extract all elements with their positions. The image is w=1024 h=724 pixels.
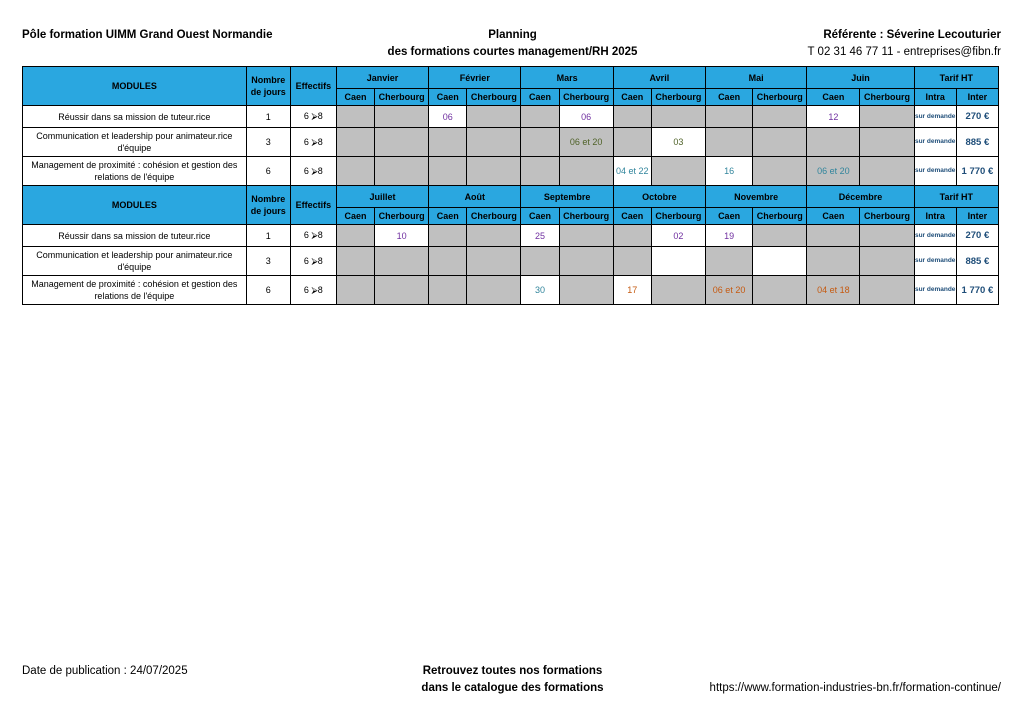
contact-info: T 02 31 46 77 11 - entreprises@fibn.fr: [807, 46, 1001, 58]
month-header: Février: [429, 67, 521, 89]
session-date: [521, 128, 559, 157]
month-header: Avril: [613, 67, 705, 89]
session-date: [467, 276, 521, 305]
page-title: [350, 27, 675, 61]
intra-price: sur demande: [914, 225, 956, 247]
cherbourg-header: Cherbourg: [559, 208, 613, 225]
intra-price: sur demande: [914, 276, 956, 305]
month-header: Juin: [807, 67, 914, 89]
session-date: 04 et 22: [613, 157, 651, 186]
session-date: [807, 225, 860, 247]
session-date: [336, 276, 374, 305]
session-date: [375, 276, 429, 305]
month-header-row: [23, 186, 999, 208]
session-date: [521, 247, 559, 276]
session-date: [559, 225, 613, 247]
session-date: [521, 157, 559, 186]
session-date: [336, 128, 374, 157]
session-date: 06 et 20: [559, 128, 613, 157]
session-date: [807, 128, 860, 157]
session-date: [375, 157, 429, 186]
session-date: 02: [651, 225, 705, 247]
intra-price: sur demande: [914, 106, 956, 128]
module-effectifs: 6 ⮚8: [290, 247, 336, 276]
session-date: [753, 225, 807, 247]
module-name: Management de proximité : cohésion et gestion des relations de l'équipe: [23, 276, 247, 305]
session-date: [613, 128, 651, 157]
session-date: [467, 157, 521, 186]
caen-header: Caen: [613, 89, 651, 106]
inter-header: Inter: [956, 89, 998, 106]
module-days: 3: [246, 128, 290, 157]
module-name: Management de proximité : cohésion et gestion des relations de l'équipe: [23, 157, 247, 186]
modules-header: MODULES: [23, 186, 247, 225]
inter-price: 1 770 €: [956, 276, 998, 305]
caen-header: Caen: [429, 89, 467, 106]
module-name: Réussir dans sa mission de tuteur.rice: [23, 106, 247, 128]
session-date: [375, 128, 429, 157]
caen-header: Caen: [521, 208, 559, 225]
session-date: [336, 106, 374, 128]
session-date: [467, 247, 521, 276]
session-date: 16: [706, 157, 753, 186]
session-date: [860, 276, 914, 305]
session-date: [375, 106, 429, 128]
caen-header: Caen: [521, 89, 559, 106]
module-days: 1: [246, 225, 290, 247]
session-date: [753, 276, 807, 305]
inter-price: 270 €: [956, 106, 998, 128]
month-header: Novembre: [706, 186, 807, 208]
module-name: Réussir dans sa mission de tuteur.rice: [23, 225, 247, 247]
session-date: 04 et 18: [807, 276, 860, 305]
module-effectifs: 6 ⮚8: [290, 276, 336, 305]
session-date: [429, 276, 467, 305]
session-date: [860, 128, 914, 157]
session-date: 06: [429, 106, 467, 128]
caen-header: Caen: [706, 89, 753, 106]
referent-block: [808, 27, 1001, 61]
session-date: [706, 128, 753, 157]
catalogue-line-1: Retrouvez toutes nos formations: [422, 665, 603, 677]
inter-price: 885 €: [956, 128, 998, 157]
month-header: Mars: [521, 67, 613, 89]
cherbourg-header: Cherbourg: [753, 89, 807, 106]
month-header: Septembre: [521, 186, 613, 208]
session-date: 30: [521, 276, 559, 305]
cherbourg-header: Cherbourg: [860, 208, 914, 225]
session-date: [651, 276, 705, 305]
session-date: [559, 247, 613, 276]
publication-date: Date de publication : 24/07/2025: [22, 665, 188, 677]
month-header: Juillet: [336, 186, 428, 208]
module-days: 1: [246, 106, 290, 128]
session-date: [706, 106, 753, 128]
cherbourg-header: Cherbourg: [860, 89, 914, 106]
intra-header: Intra: [914, 89, 956, 106]
session-date: 06 et 20: [807, 157, 860, 186]
session-date: [429, 157, 467, 186]
cherbourg-header: Cherbourg: [375, 208, 429, 225]
tarif-header: Tarif HT: [914, 186, 998, 208]
catalogue-line-2: dans le catalogue des formations: [421, 682, 604, 694]
session-date: [336, 157, 374, 186]
cherbourg-header: Cherbourg: [559, 89, 613, 106]
session-date: 03: [651, 128, 705, 157]
session-date: [429, 247, 467, 276]
session-date: [753, 157, 807, 186]
session-date: [753, 128, 807, 157]
session-date: [429, 128, 467, 157]
session-date: [860, 225, 914, 247]
session-date: [336, 225, 374, 247]
effectifs-header: Effectifs: [290, 186, 336, 225]
inter-price: 270 €: [956, 225, 998, 247]
month-header: Août: [429, 186, 521, 208]
session-date: 10: [375, 225, 429, 247]
planning-table: [22, 66, 999, 305]
session-date: [651, 247, 705, 276]
caen-header: Caen: [807, 89, 860, 106]
session-date: 12: [807, 106, 860, 128]
inter-header: Inter: [956, 208, 998, 225]
session-date: [375, 247, 429, 276]
module-row: [23, 128, 999, 157]
month-header: Octobre: [613, 186, 705, 208]
module-days: 6: [246, 276, 290, 305]
intra-price: sur demande: [914, 128, 956, 157]
session-date: [613, 247, 651, 276]
module-row: [23, 247, 999, 276]
month-header: Mai: [706, 67, 807, 89]
days-header: Nombre de jours: [246, 67, 290, 106]
session-date: [467, 225, 521, 247]
title-line-1: Planning: [488, 29, 537, 41]
caen-header: Caen: [613, 208, 651, 225]
module-effectifs: 6 ⮚8: [290, 106, 336, 128]
title-line-2: des formations courtes management/RH 2025: [387, 46, 638, 58]
caen-header: Caen: [429, 208, 467, 225]
inter-price: 885 €: [956, 247, 998, 276]
session-date: [651, 157, 705, 186]
module-days: 6: [246, 157, 290, 186]
month-header: Décembre: [807, 186, 914, 208]
session-date: [706, 247, 753, 276]
session-date: 19: [706, 225, 753, 247]
referent-name: Référente : Séverine Lecouturier: [823, 29, 1001, 41]
session-date: [860, 106, 914, 128]
module-row: [23, 106, 999, 128]
session-date: 17: [613, 276, 651, 305]
session-date: [753, 106, 807, 128]
catalogue-note: [375, 663, 650, 697]
session-date: [559, 276, 613, 305]
cherbourg-header: Cherbourg: [651, 208, 705, 225]
cherbourg-header: Cherbourg: [375, 89, 429, 106]
session-date: [521, 106, 559, 128]
session-date: [651, 106, 705, 128]
intra-price: sur demande: [914, 157, 956, 186]
session-date: [613, 106, 651, 128]
module-effectifs: 6 ⮚8: [290, 225, 336, 247]
module-name: Communication et leadership pour animateur.rice d'équipe: [23, 128, 247, 157]
intra-price: sur demande: [914, 247, 956, 276]
cherbourg-header: Cherbourg: [753, 208, 807, 225]
session-date: [860, 157, 914, 186]
days-header: Nombre de jours: [246, 186, 290, 225]
module-row: [23, 157, 999, 186]
caen-header: Caen: [807, 208, 860, 225]
session-date: [753, 247, 807, 276]
module-effectifs: 6 ⮚8: [290, 128, 336, 157]
session-date: [807, 247, 860, 276]
catalogue-link[interactable]: https://www.formation-industries-bn.fr/formation-continue/: [709, 682, 1001, 694]
session-date: [559, 157, 613, 186]
module-name: Communication et leadership pour animateur.rice d'équipe: [23, 247, 247, 276]
cherbourg-header: Cherbourg: [467, 208, 521, 225]
effectifs-header: Effectifs: [290, 67, 336, 106]
cherbourg-header: Cherbourg: [467, 89, 521, 106]
session-date: [860, 247, 914, 276]
cherbourg-header: Cherbourg: [651, 89, 705, 106]
session-date: [467, 106, 521, 128]
tarif-header: Tarif HT: [914, 67, 998, 89]
inter-price: 1 770 €: [956, 157, 998, 186]
session-date: [336, 247, 374, 276]
module-effectifs: 6 ⮚8: [290, 157, 336, 186]
caen-header: Caen: [336, 89, 374, 106]
session-date: 06 et 20: [706, 276, 753, 305]
month-header: Janvier: [336, 67, 428, 89]
session-date: [429, 225, 467, 247]
organization-name: Pôle formation UIMM Grand Ouest Normandie: [22, 29, 273, 41]
session-date: 06: [559, 106, 613, 128]
session-date: [467, 128, 521, 157]
session-date: [613, 225, 651, 247]
caen-header: Caen: [336, 208, 374, 225]
module-days: 3: [246, 247, 290, 276]
month-header-row: [23, 67, 999, 89]
module-row: [23, 276, 999, 305]
intra-header: Intra: [914, 208, 956, 225]
session-date: 25: [521, 225, 559, 247]
caen-header: Caen: [706, 208, 753, 225]
module-row: [23, 225, 999, 247]
modules-header: MODULES: [23, 67, 247, 106]
